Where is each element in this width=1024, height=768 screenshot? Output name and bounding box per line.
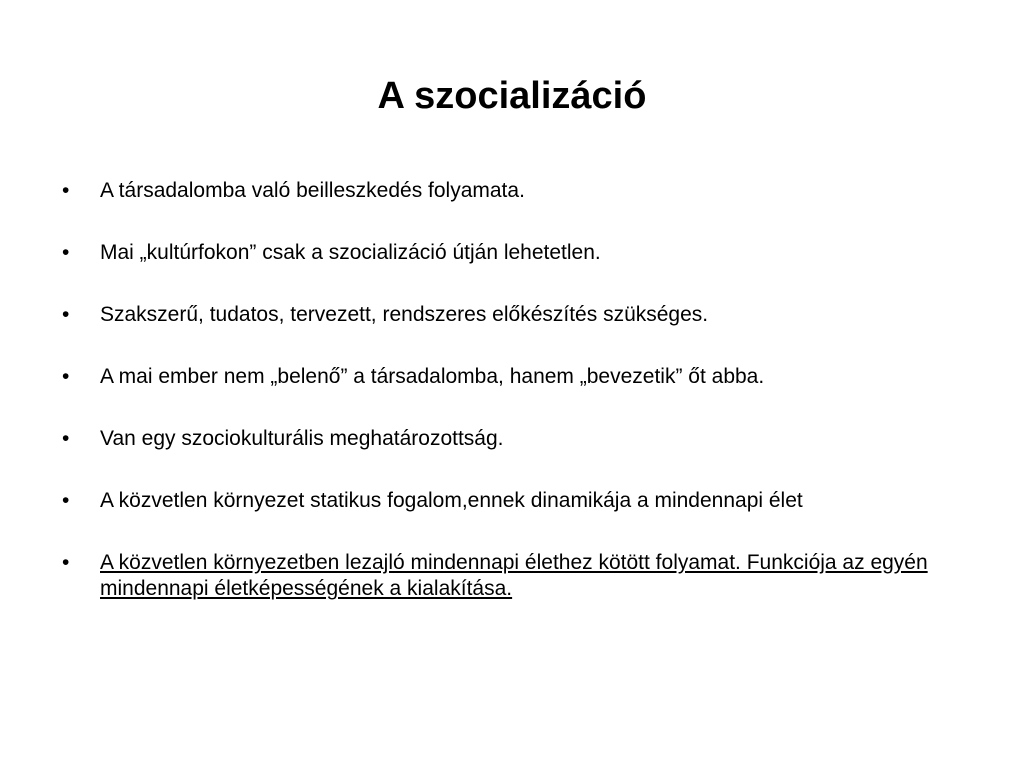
bullet-icon: • xyxy=(62,303,70,326)
bullet-icon: • xyxy=(62,179,70,202)
list-item xyxy=(62,302,982,328)
list-item xyxy=(62,550,982,602)
list-item xyxy=(62,488,982,514)
bullet-icon: • xyxy=(62,489,70,512)
bullet-icon: • xyxy=(62,365,70,388)
slide-title: A szocializáció xyxy=(377,75,647,117)
bullet-text: Szakszerű, tudatos, tervezett, rendszeres előkészítés szükséges. xyxy=(100,303,709,326)
bullet-list xyxy=(62,178,982,638)
bullet-icon: • xyxy=(62,241,70,264)
bullet-text-underlined: A közvetlen környezetben lezajló mindennapi élethez kötött folyamat. Funkciója az egyén mindennapi életképességének a kialakítása. xyxy=(100,551,928,600)
list-item xyxy=(62,364,982,390)
bullet-icon: • xyxy=(62,427,70,450)
list-item xyxy=(62,240,982,266)
bullet-text: Van egy szociokulturális meghatározottság. xyxy=(100,427,504,450)
bullet-text: A mai ember nem „belenő” a társadalomba, hanem „bevezetik” őt abba. xyxy=(100,365,765,388)
bullet-text: A társadalomba való beilleszkedés folyamata. xyxy=(100,179,525,202)
bullet-text: Mai „kultúrfokon” csak a szocializáció útján lehetetlen. xyxy=(100,241,601,264)
bullet-icon: • xyxy=(62,551,70,574)
list-item xyxy=(62,178,982,204)
bullet-text: A közvetlen környezet statikus fogalom,ennek dinamikája a mindennapi élet xyxy=(100,489,803,512)
list-item xyxy=(62,426,982,452)
